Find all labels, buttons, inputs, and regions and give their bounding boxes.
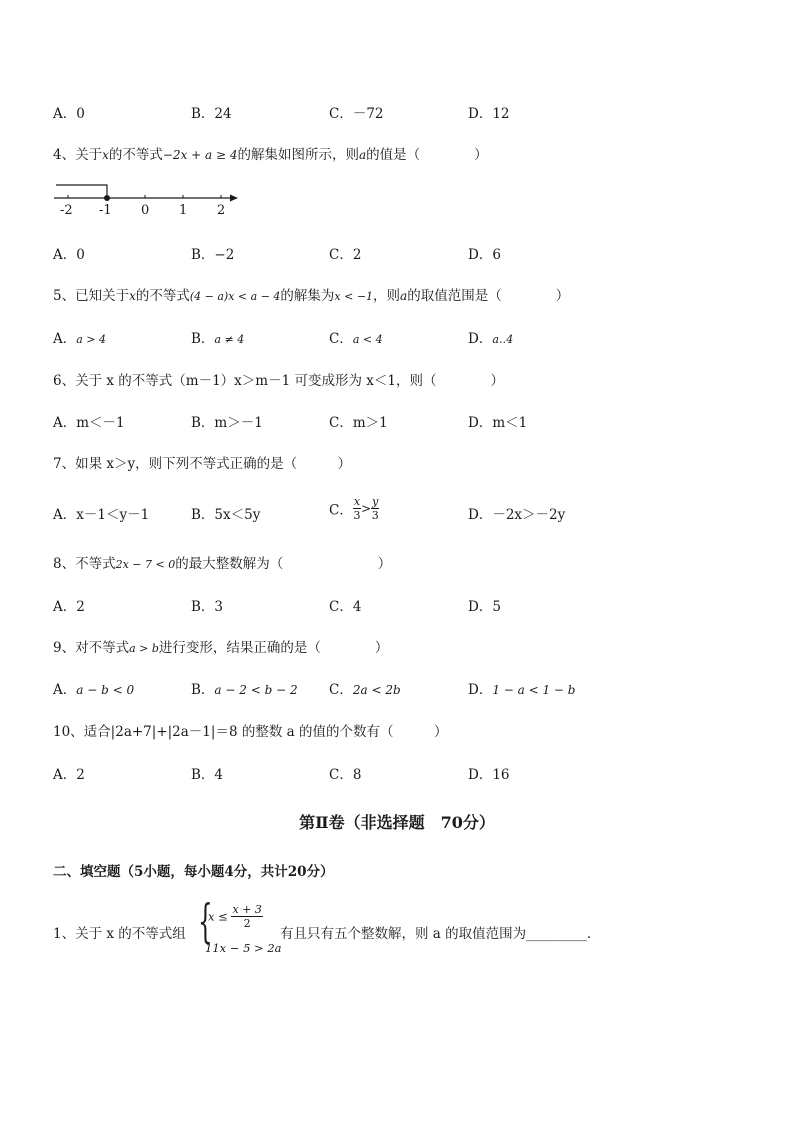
question-8: 8、不等式2x − 7 < 0的最大整数解为（ ） — [53, 556, 392, 572]
q8-option-a: A．2 — [53, 599, 85, 615]
question-7: 7、如果 x＞y，则下列不等式正确的是（ ） — [53, 456, 352, 472]
section-title: 第Ⅱ卷（非选择题 70分） — [299, 813, 495, 832]
tick-label: -1 — [99, 203, 112, 218]
q4-option-b: B．−2 — [191, 247, 235, 263]
q6-option-b: B．m＞－1 — [191, 415, 263, 431]
q7-option-b: B．5x＜5y — [191, 507, 261, 523]
q9-option-b: B．a − 2 < b − 2 — [191, 682, 298, 698]
q3-option-c: C．－72 — [329, 106, 384, 122]
q5-option-a: A．a > 4 — [53, 331, 107, 347]
q9-option-a: A．a − b < 0 — [53, 682, 135, 698]
q4-option-c: C．2 — [329, 247, 362, 263]
q10-option-d: D．16 — [468, 767, 510, 783]
q8-option-c: C．4 — [329, 599, 362, 615]
q3-option-d: D．12 — [468, 106, 510, 122]
q3-option-a: A．0 — [53, 106, 85, 122]
q9-option-d: D．1 − a < 1 − b — [468, 682, 576, 698]
tick-label: 2 — [217, 203, 226, 218]
q7-option-a: A．x－1＜y－1 — [53, 507, 150, 523]
question-6: 6、关于 x 的不等式（m－1）x＞m－1 可变成形为 x＜1，则（ ） — [53, 373, 504, 389]
tick-label: 0 — [141, 203, 150, 218]
system-brace: { — [198, 894, 213, 948]
solid-point — [104, 195, 110, 201]
tick-label: 1 — [179, 203, 188, 218]
q8-option-b: B．3 — [191, 599, 224, 615]
system-line-1: x ≤ $\frac{x + 3}{2}$ — [208, 903, 262, 930]
q4-option-a: A．0 — [53, 247, 85, 263]
tick-label: -2 — [60, 203, 73, 218]
question-10: 10、适合|2a+7|+|2a－1|＝8 的整数 a 的值的个数有（ ） — [53, 724, 448, 740]
solution-ray — [56, 185, 107, 198]
q10-option-b: B．4 — [191, 767, 224, 783]
q10-option-a: A．2 — [53, 767, 85, 783]
q5-option-c: C．a < 4 — [329, 331, 383, 347]
q6-option-d: D．m＜1 — [468, 415, 528, 431]
part-title: 二、填空题（5小题，每小题4分，共计20分） — [53, 864, 334, 880]
fill-question-1: 1、关于 x 的不等式组 — [53, 926, 186, 942]
q4-option-d: D．6 — [468, 247, 501, 263]
system-line-2: 11x − 5 > 2a — [205, 941, 282, 955]
fill-question-1-tail: 有且只有五个整数解，则 a 的取值范围为_________． — [280, 926, 601, 942]
q7-option-d: D．－2x＞－2y — [468, 507, 566, 523]
q6-option-a: A．m＜－1 — [53, 415, 125, 431]
q9-option-c: C．2a < 2b — [329, 682, 401, 698]
q10-option-c: C．8 — [329, 767, 362, 783]
q6-option-c: C．m＞1 — [329, 415, 388, 431]
question-4: 4、关于x的不等式−2x + a ≥ 4的解集如图所示，则a的值是（ ） — [53, 147, 488, 163]
question-5: 5、已知关于x的不等式(4 − a)x < a − 4的解集为x < −1，则a的取值范围是（ ） — [53, 288, 570, 304]
q7-option-c: C． $\frac{x}{3}$ > $\frac{y}{3}$ — [329, 495, 379, 522]
question-9: 9、对不等式a > b进行变形，结果正确的是（ ） — [53, 640, 389, 656]
q3-option-b: B．24 — [191, 106, 232, 122]
q5-option-b: B．a ≠ 4 — [191, 331, 245, 347]
q5-option-d: D．a‥4 — [468, 331, 514, 347]
q8-option-d: D．5 — [468, 599, 501, 615]
